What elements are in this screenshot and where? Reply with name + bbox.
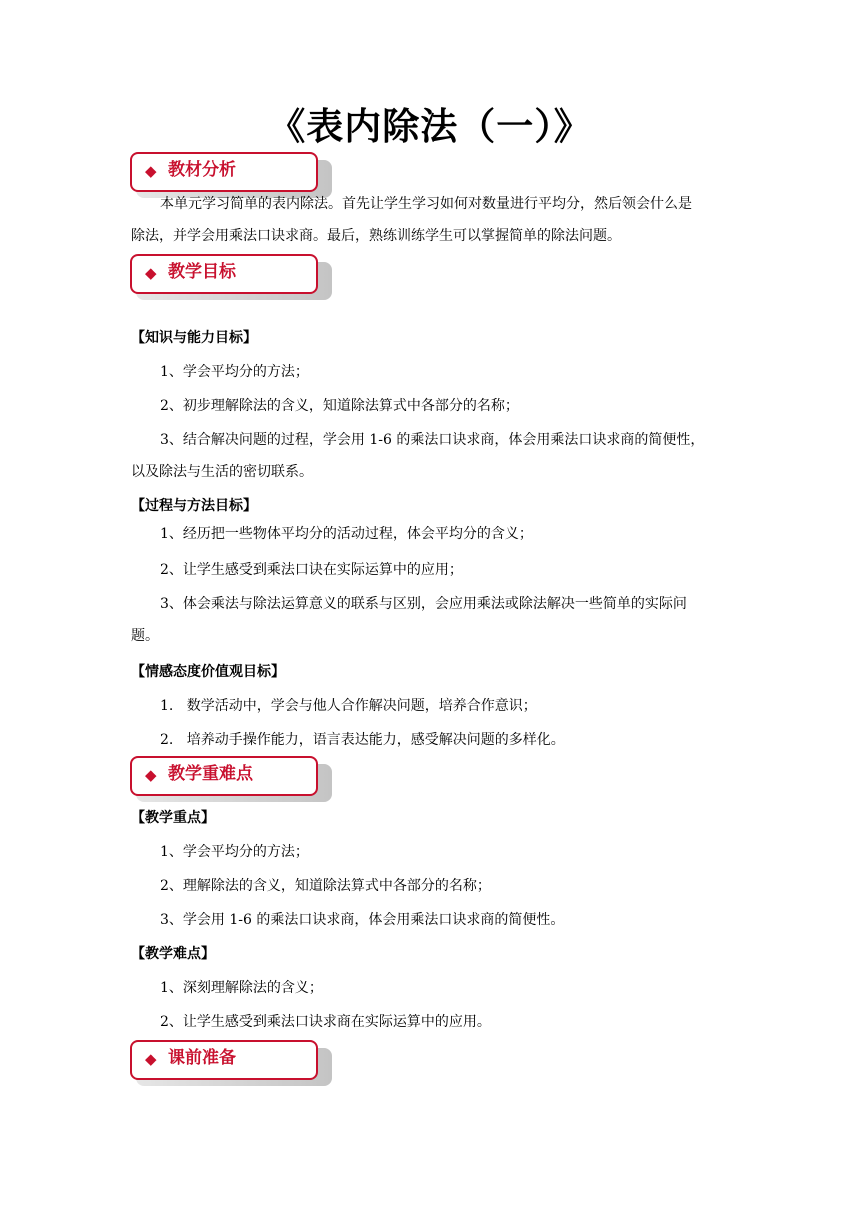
list-item: 1、学会平均分的方法； [160, 844, 309, 860]
document-title: 《表内除法（一）》 [268, 105, 592, 148]
list-item: 2、让学生感受到乘法口诀求商在实际运算中的应用。 [160, 1014, 491, 1030]
list-item: 1、经历把一些物体平均分的活动过程，体会平均分的含义； [160, 526, 533, 542]
diamond-icon: ◆ [145, 1050, 157, 1068]
list-item: 1. 数学活动中，学会与他人合作解决问题，培养合作意识； [160, 698, 537, 714]
list-item: 2、理解除法的含义，知道除法算式中各部分的名称； [160, 878, 491, 894]
subheading-knowledge: 【知识与能力目标】 [131, 330, 257, 346]
section-header-keypoints [130, 756, 318, 796]
section-title: 课前准备 [168, 1048, 236, 1068]
list-item: 3、体会乘法与除法运算意义的联系与区别，会应用乘法或除法解决一些简单的实际问 [160, 596, 687, 612]
list-item: 2. 培养动手操作能力，语言表达能力，感受解决问题的多样化。 [160, 732, 565, 748]
list-item: 3、结合解决问题的过程，学会用 1-6 的乘法口诀求商，体会用乘法口诀求商的简便性， [160, 432, 705, 448]
subheading-emotion: 【情感态度价值观目标】 [131, 664, 285, 680]
section-title: 教学重难点 [168, 764, 253, 784]
subheading-difficult: 【教学难点】 [131, 946, 215, 962]
section-title: 教材分析 [168, 160, 236, 180]
subheading-key: 【教学重点】 [131, 810, 215, 826]
list-item: 题。 [131, 628, 159, 644]
section-header-analysis [130, 152, 318, 192]
list-item: 以及除法与生活的密切联系。 [131, 464, 313, 480]
list-item: 2、初步理解除法的含义，知道除法算式中各部分的名称； [160, 398, 519, 414]
analysis-paragraph-line: 本单元学习简单的表内除法。首先让学生学习如何对数量进行平均分，然后领会什么是 [160, 196, 692, 212]
list-item: 1、学会平均分的方法； [160, 364, 309, 380]
diamond-icon: ◆ [145, 766, 157, 784]
diamond-icon: ◆ [145, 162, 157, 180]
analysis-paragraph-line: 除法，并学会用乘法口诀求商。最后，熟练训练学生可以掌握简单的除法问题。 [131, 228, 621, 244]
diamond-icon: ◆ [145, 264, 157, 282]
list-item: 2、让学生感受到乘法口诀在实际运算中的应用； [160, 562, 463, 578]
section-title: 教学目标 [168, 262, 236, 282]
subheading-process: 【过程与方法目标】 [131, 498, 257, 514]
section-header-prep [130, 1040, 318, 1080]
section-header-goals [130, 254, 318, 294]
list-item: 3、学会用 1-6 的乘法口诀求商，体会用乘法口诀求商的简便性。 [160, 912, 565, 928]
list-item: 1、深刻理解除法的含义； [160, 980, 323, 996]
